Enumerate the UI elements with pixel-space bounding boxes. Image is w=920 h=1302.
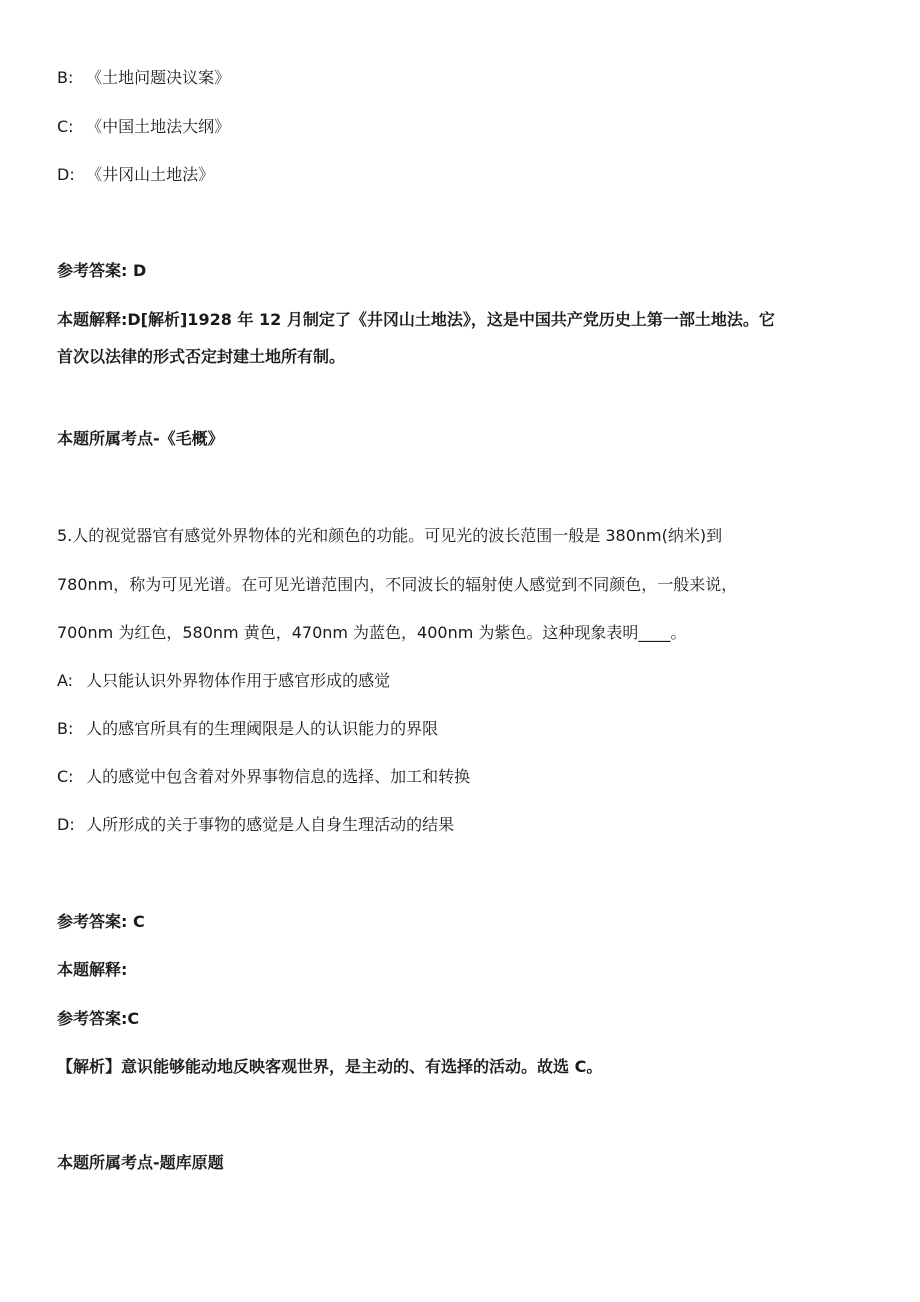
q4-explanation-line1: 本题解释:D[解析]1928 年 12 月制定了《井冈山土地法》，这是中国共产党历史上第一部土地法。它 bbox=[57, 310, 775, 329]
option-text: 人只能认识外界物体作用于感官形成的感觉 bbox=[86, 671, 391, 690]
option-text: 《中国土地法大纲》 bbox=[86, 117, 231, 136]
q5-explanation-label: 本题解释: bbox=[57, 960, 128, 979]
q5-answer-repeat: 参考答案:C bbox=[57, 1009, 140, 1028]
option-text: 人的感官所具有的生理阈限是人的认识能力的界限 bbox=[86, 719, 439, 738]
option-key: A: bbox=[57, 671, 74, 690]
q5-stem-line3: 700nm 为红色，580nm 黄色，470nm 为蓝色，400nm 为紫色。这种现象表明____。 bbox=[57, 623, 687, 642]
q5-option-d bbox=[57, 815, 454, 835]
q4-option-d bbox=[57, 165, 214, 185]
q5-analysis: 【解析】意识能够能动地反映客观世界，是主动的、有选择的活动。故选 C。 bbox=[57, 1057, 603, 1076]
option-key: C: bbox=[57, 767, 74, 786]
q5-stem-line2: 780nm，称为可见光谱。在可见光谱范围内，不同波长的辐射使人感觉到不同颜色，一般来说， bbox=[57, 575, 738, 594]
q4-topic: 本题所属考点-《毛概》 bbox=[57, 429, 224, 448]
q5-option-b bbox=[57, 719, 438, 739]
q4-option-c bbox=[57, 117, 230, 137]
q4-explanation-line2: 首次以法律的形式否定封建土地所有制。 bbox=[57, 347, 346, 366]
option-key: B: bbox=[57, 719, 74, 738]
option-text: 人所形成的关于事物的感觉是人自身生理活动的结果 bbox=[86, 815, 455, 834]
option-key: D: bbox=[57, 815, 75, 834]
option-text: 《土地问题决议案》 bbox=[86, 68, 231, 87]
q5-topic: 本题所属考点-题库原题 bbox=[57, 1153, 224, 1172]
q5-stem-line1: 5.人的视觉器官有感觉外界物体的光和颜色的功能。可见光的波长范围一般是 380nm(纳米)到 bbox=[57, 526, 723, 545]
option-key: B: bbox=[57, 68, 74, 87]
q5-answer: 参考答案: C bbox=[57, 912, 145, 931]
option-key: D: bbox=[57, 165, 75, 184]
q5-option-a bbox=[57, 671, 390, 691]
q4-answer: 参考答案: D bbox=[57, 261, 147, 280]
q4-option-b bbox=[57, 68, 230, 88]
option-key: C: bbox=[57, 117, 74, 136]
option-text: 《井冈山土地法》 bbox=[86, 165, 215, 184]
option-text: 人的感觉中包含着对外界事物信息的选择、加工和转换 bbox=[86, 767, 471, 786]
q5-option-c bbox=[57, 767, 470, 787]
